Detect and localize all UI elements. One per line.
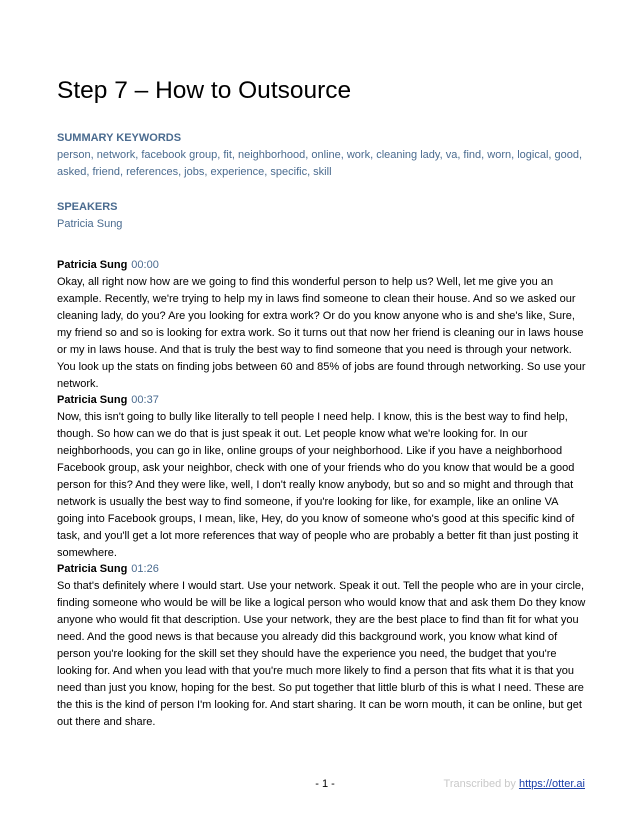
speakers-heading: SPEAKERS xyxy=(57,201,118,213)
speaker-name: Patricia Sung xyxy=(57,563,128,575)
entry-header xyxy=(57,392,587,409)
otter-link[interactable]: https://otter.ai xyxy=(518,778,585,790)
transcript-entry xyxy=(57,257,587,393)
entry-text: So that's definitely where I would start. Use your network. Speak it out. Tell the people who are in your circle, finding someone who would be will be like a logical person who would know that and ask them Do they know anyone who would fit that description. Use your network, they are the best place to find than fit for what you need. And the good news is that because you already did this background work, you know what kind of person you're looking for the skill set they should have the experience you need, the budget that you're looking for. And when you lead with that you're much more likely to find a person that fits what it is that you need than just you know, hoping for the best. So put together that little blurb of this is what I need. These are the this is the kind of person I'm looking for. And start sharing. It can be worn mouth, it can be online, but get out there and share. xyxy=(57,580,586,728)
summary-keywords-section xyxy=(57,130,587,181)
summary-keywords-list: person, network, facebook group, fit, neighborhood, online, work, cleaning lady, va, find, worn, logical, good, asked, friend, references, jobs, experience, specific, skill xyxy=(57,149,583,178)
speaker-name: Patricia Sung xyxy=(57,394,128,406)
timestamp: 00:37 xyxy=(131,394,159,406)
speaker-name: Patricia Sung xyxy=(57,259,128,271)
summary-keywords-heading: SUMMARY KEYWORDS xyxy=(57,132,182,144)
transcription-credit xyxy=(390,777,585,791)
credit-prefix: Transcribed by xyxy=(443,778,519,790)
entry-text: Now, this isn't going to bully like literally to tell people I need help. I know, this is the best way to find help, though. So how can we do that is just speak it out. Let people know what we're looking for. In our neighborhoods, you can go in like, online groups of your neighborhood. Like if you have a neighborhood Facebook group, ask your neighbor, check with one of your friends who do you know that would be a good person for this? And they were like, well, I don't really know anybody, but so and so might and through that network is usually the best way to find someone, if you're looking for like, for example, like an online VA going into Facebook groups, I mean, like, Hey, do you know of someone who's good at this specific kind of task, and you'll get a lot more references that way of people who are probably a better fit than just posting it somewhere. xyxy=(57,411,579,559)
speakers-section xyxy=(57,199,587,233)
transcript-entry xyxy=(57,561,587,731)
timestamp: 00:00 xyxy=(131,259,159,271)
entry-header xyxy=(57,561,587,578)
speakers-list: Patricia Sung xyxy=(57,218,123,230)
transcript-entry xyxy=(57,392,587,562)
page-number: - 1 - xyxy=(315,778,335,790)
document-title: Step 7 – How to Outsource xyxy=(57,77,352,104)
entry-header xyxy=(57,257,587,274)
timestamp: 01:26 xyxy=(131,563,159,575)
entry-text: Okay, all right now how are we going to find this wonderful person to help us? Well, let me give you an example. Recently, we're trying to help my in laws find someone to clean their house. And so we asked our cleaning lady, do you? Are you looking for extra work? Or do you know anyone who is and she's like, Sure, my friend so and so is looking for extra work. So it turns out that now her friend is cleaning our in laws house or my in laws house. And that is truly the best way to find someone that you need is through your network. You look up the stats on finding jobs between 60 and 85% of jobs are found through networking. So use your network. xyxy=(57,276,586,390)
